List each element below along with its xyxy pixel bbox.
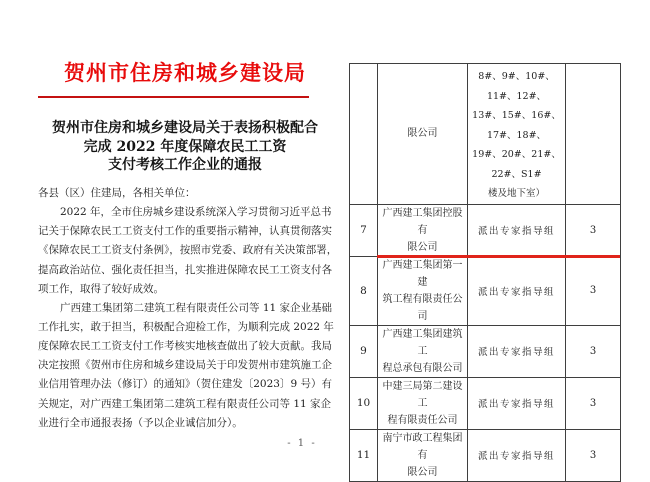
body-line: 提高政治站位、强化责任担当，扎实推进保障农民工工资支付各 xyxy=(38,263,332,276)
project-line: 13#、15#、16#、17#、18#、 xyxy=(472,110,561,141)
red-marker-line xyxy=(377,255,620,258)
company-cell xyxy=(378,429,468,481)
project-line: 楼及地下室） xyxy=(487,188,545,199)
company-name-line: 筑工程有限责任公司 xyxy=(382,293,463,322)
body-line: 业进行全市通报表扬（予以企业诚信加分）。 xyxy=(38,416,243,429)
score-cell: 3 xyxy=(566,429,621,481)
heading-line: 支付考核工作企业的通报 xyxy=(108,157,262,173)
company-name-line: 南宁市政工程集团有 xyxy=(382,432,463,461)
company-name-line: 限公司 xyxy=(407,241,438,253)
body-line: 决定按照《贺州市住房和城乡建设局关于印发贺州市建筑施工企 xyxy=(38,359,332,372)
row-number-cell: 8 xyxy=(350,256,378,325)
company-cell xyxy=(378,204,468,256)
company-name-line: 广西建工集团建筑工 xyxy=(382,328,463,357)
document-body xyxy=(38,184,338,433)
support-cell: 派出专家指导组 xyxy=(468,256,566,325)
company-name-line: 程有限责任公司 xyxy=(387,414,458,426)
company-cell xyxy=(378,377,468,429)
row-number-cell xyxy=(350,64,378,205)
company-name-line: 广西建工集团控股有 xyxy=(382,207,463,236)
salutation-line: 各县（区）住建局，各相关单位： xyxy=(38,187,196,199)
company-name-line: 中建三局第二建设工 xyxy=(382,380,463,409)
project-line: 19#、20#、21#、22#、S1# xyxy=(472,149,561,180)
table-row xyxy=(350,429,621,481)
body-line: 广西建工集团第二建筑工程有限责任公司等 11 家企业基础 xyxy=(60,301,333,314)
score-cell: 3 xyxy=(566,204,621,256)
body-line: 2022 年，全市住房城乡建设系统深入学习贯彻习近平总书 xyxy=(60,206,332,219)
score-cell: 3 xyxy=(566,325,621,377)
table-row xyxy=(350,256,621,325)
score-cell xyxy=(566,64,621,205)
heading-line: 完成 2022 年度保障农民工工资 xyxy=(83,138,287,155)
body-line: 工作扎实，敢于担当，积极配合迎检工作，为顺利完成 2022 年 xyxy=(38,320,334,333)
assessment-table-wrap xyxy=(349,63,621,482)
body-line: 业信用管理办法（修订）的通知》（贺住建发〔2023〕9 号）有 xyxy=(38,378,332,391)
document-column xyxy=(38,0,338,464)
row-number-cell: 9 xyxy=(350,325,378,377)
letterhead-rule xyxy=(38,96,309,98)
table-row-partial xyxy=(350,64,621,205)
support-cell: 派出专家指导组 xyxy=(468,377,566,429)
company-name-line: 广西建工集团第一建 xyxy=(382,259,463,288)
company-name-line: 限公司 xyxy=(407,466,438,478)
score-cell: 3 xyxy=(566,256,621,325)
body-line: 关规定，对广西建工集团第二建筑工程有限责任公司等 11 家企 xyxy=(38,397,332,410)
body-line: 度保障农民工工资支付工作考核实地核查做出了较大贡献。我局 xyxy=(38,340,332,353)
support-cell: 派出专家指导组 xyxy=(468,429,566,481)
row-number-cell: 7 xyxy=(350,204,378,256)
row-number-cell: 10 xyxy=(350,377,378,429)
company-name-line: 程总承包有限公司 xyxy=(382,362,463,374)
table-row xyxy=(350,204,621,256)
support-cell: 派出专家指导组 xyxy=(468,204,566,256)
company-cell xyxy=(378,256,468,325)
company-cell xyxy=(378,325,468,377)
support-cell: 派出专家指导组 xyxy=(468,325,566,377)
page-number: - 1 - xyxy=(287,438,317,449)
company-cell xyxy=(378,64,468,205)
project-line: 8#、9#、10#、11#、12#、 xyxy=(478,71,555,102)
body-line: 项工作，取得了较好成效。 xyxy=(38,282,164,295)
letterhead-title: 贺州市住房和城乡建设局 xyxy=(64,60,306,85)
table-row xyxy=(350,325,621,377)
row-number-cell: 11 xyxy=(350,429,378,481)
assessment-table xyxy=(349,63,621,482)
project-cell xyxy=(468,64,566,205)
table-row xyxy=(350,377,621,429)
document-heading xyxy=(38,119,332,175)
heading-line: 贺州市住房和城乡建设局关于表扬积极配合 xyxy=(52,120,318,136)
company-name-continuation: 限公司 xyxy=(407,128,438,140)
score-cell: 3 xyxy=(566,377,621,429)
body-line: 《保障农民工工资支付条例》，按照市党委、政府有关决策部署， xyxy=(38,244,338,257)
body-line: 记关于保障农民工工资支付工作的重要指示精神，认真贯彻落实 xyxy=(38,225,332,238)
